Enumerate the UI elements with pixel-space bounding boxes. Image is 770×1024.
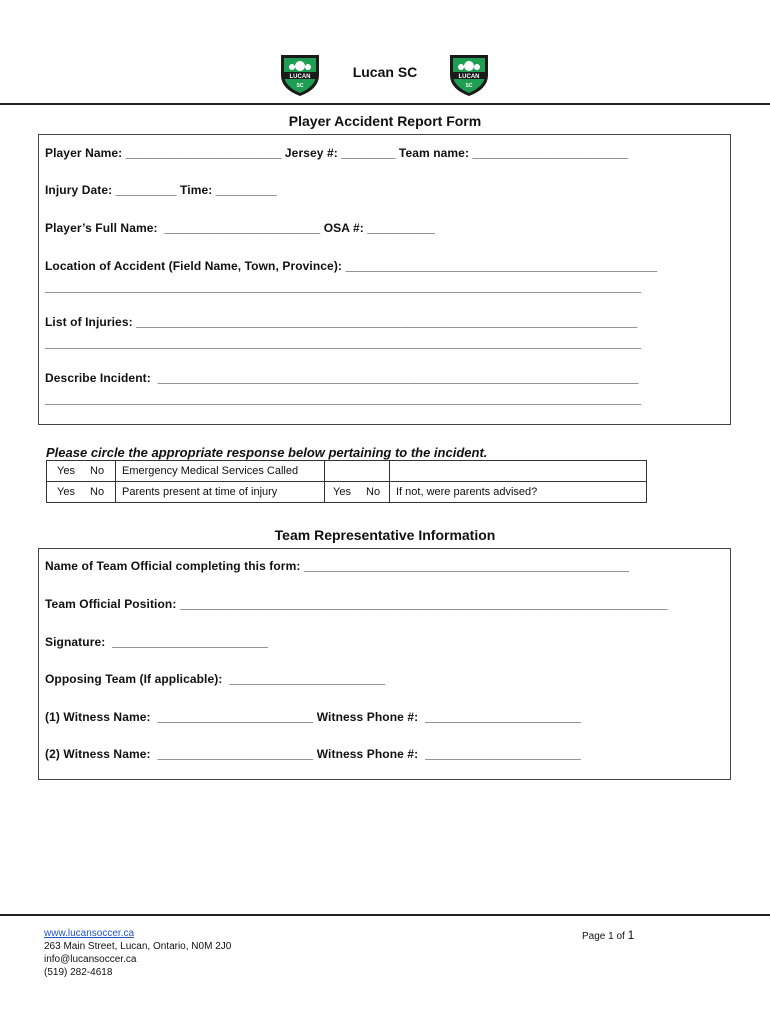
logo-sub-text: SC [465,83,473,89]
opposing-team-row[interactable]: Opposing Team (If applicable): _______________________ [45,672,386,686]
response-instruction: Please circle the appropriate response below pertaining to the incident. [46,445,488,460]
signature-row[interactable]: Signature: _______________________ [45,635,269,649]
team-official-position-row[interactable]: Team Official Position: ________________________________________________________________________ [45,597,668,611]
location-row[interactable]: Location of Accident (Field Name, Town, Province): ______________________________________________ [45,259,658,273]
yes-no-cell[interactable] [47,461,116,482]
yes-no-cell[interactable] [47,482,116,503]
phone-text: (519) 282-4618 [44,967,113,978]
question-label: Parents present at time of injury [116,482,325,503]
injury-date-row[interactable]: Injury Date: _________ Time: _________ [45,183,277,197]
org-name: Lucan SC [352,64,418,80]
describe-incident-row[interactable]: Describe Incident: _______________________________________________________________________ [45,371,639,385]
witness-1-row[interactable]: (1) Witness Name: _______________________ Witness Phone #: _______________________ [45,710,581,724]
email-text: info@lucansoccer.ca [44,954,137,965]
logo-text: LUCAN [458,74,480,80]
player-full-name-row[interactable]: Player’s Full Name: _______________________ OSA #: __________ [45,221,436,235]
player-name-row[interactable]: Player Name: _______________________ Jersey #: ________ Team name: _______________________ [45,146,629,160]
yes-option[interactable]: Yes [333,486,351,498]
logo-text: LUCAN [289,74,311,80]
describe-continuation-line[interactable]: ________________________________________________________________________________________ [45,392,642,406]
header-divider [0,103,770,105]
page-label: Page 1 of [582,931,628,942]
footer-contact [44,927,231,979]
no-option[interactable]: No [90,486,105,498]
team-info-box [38,548,731,780]
table-row [47,461,647,482]
yes-no-cell[interactable] [325,482,390,503]
logo-sub-text: SC [296,83,304,89]
question-label: If not, were parents advised? [390,482,647,503]
no-option[interactable]: No [366,486,381,498]
team-official-name-row[interactable]: Name of Team Official completing this form: ________________________________________________ [45,559,630,573]
team-section-title: Team Representative Information [274,527,496,543]
yes-option[interactable]: Yes [57,465,75,477]
injuries-continuation-line[interactable]: ________________________________________________________________________________________ [45,336,642,350]
page-number [582,928,634,942]
question-label [390,461,647,482]
injuries-row[interactable]: List of Injuries: __________________________________________________________________________ [45,315,638,329]
address-text: 263 Main Street, Lucan, Ontario, N0M 2J0 [44,941,232,952]
yes-no-cell[interactable] [325,461,390,482]
location-continuation-line[interactable]: ________________________________________________________________________________________ [45,280,642,294]
no-option[interactable]: No [90,465,105,477]
table-row [47,482,647,503]
website-link[interactable]: www.lucansoccer.ca [44,928,135,939]
witness-2-row[interactable]: (2) Witness Name: _______________________ Witness Phone #: _______________________ [45,747,581,761]
page-total: 1 [627,928,635,942]
yes-option[interactable]: Yes [57,486,75,498]
question-label: Emergency Medical Services Called [116,461,325,482]
footer-divider [0,914,770,916]
form-title: Player Accident Report Form [288,113,482,129]
response-table [46,460,647,503]
